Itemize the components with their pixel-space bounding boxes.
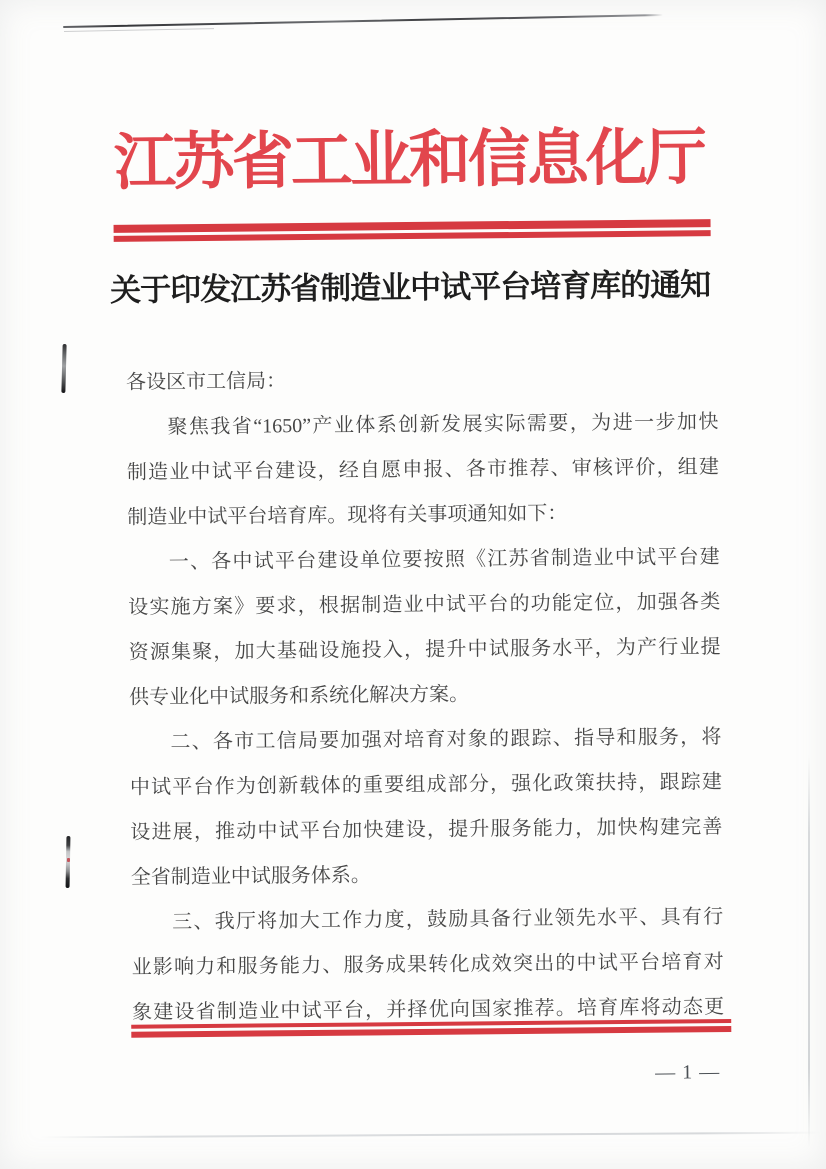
body-line: 象建设省制造业中试平台，并择优向国家推荐。培育库将动态更 (131, 996, 725, 1024)
body-line: 制造业中试平台培育库。现将有关事项通知如下： (127, 502, 568, 529)
body-line: 设实施方案》要求，根据制造业中试平台的功能定位，加强各类 (128, 591, 721, 619)
paper-edge-right (808, 755, 810, 1147)
body-line: 三、我厅将加大工作力度，鼓励具备行业领先水平、具有行 (172, 906, 724, 934)
page-number: — 1 — (655, 1061, 721, 1084)
body-line-salutation: 各设区市工信局： (125, 370, 287, 394)
body-line: 业影响力和服务能力、服务成果转化成效突出的中试平台培育对 (131, 951, 724, 979)
body-line: 全省制造业中试服务体系。 (130, 864, 371, 889)
letterhead-rule (114, 219, 711, 242)
body-line: 聚焦我省“1650”产业体系创新发展实际需要，为进一步加快 (167, 411, 719, 439)
body-line: 二、各市工信局要加强对培育对象的跟踪、指导和服务，将 (170, 726, 722, 754)
body-line: 设进展，推动中试平台加快建设，提升服务能力，加快构建完善 (130, 816, 723, 844)
body-line: 制造业中试平台建设，经自愿申报、各市推荐、审核评价，组建 (126, 456, 719, 484)
body-line: 资源集聚，加大基础设施投入，提升中试服务水平，为产行业提 (128, 636, 721, 664)
body-line: 供专业化中试服务和系统化解决方案。 (128, 683, 470, 709)
body-line: 中试平台作为创新载体的重要组成部分，强化政策扶持，跟踪建 (129, 771, 723, 799)
document-title: 关于印发江苏省制造业中试平台培育库的通知 (109, 267, 711, 308)
body-line: 一、各中试平台建设单位要按照《江苏省制造业中试平台建 (168, 546, 720, 574)
document-body (126, 355, 724, 1036)
letterhead-title: 江苏省工业和信息化厅 (113, 124, 705, 198)
